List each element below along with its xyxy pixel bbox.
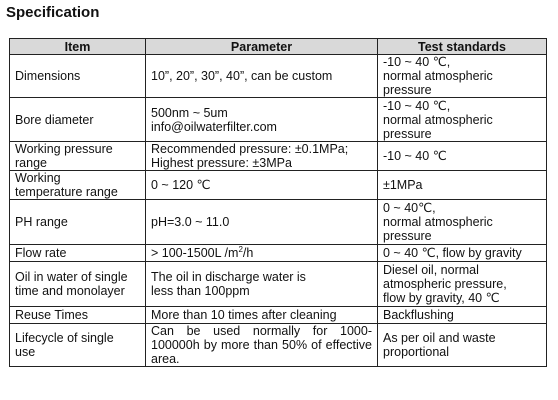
cell-item: Bore diameter	[10, 98, 146, 142]
table-row	[10, 142, 547, 171]
cell-standard: -10 ~ 40 ℃, normal atmospheric pressure	[378, 55, 547, 98]
specification-table	[9, 38, 547, 367]
cell-item: Lifecycle of single use	[10, 324, 146, 367]
cell-standard: ±1MPa	[378, 171, 547, 200]
cell-standard: 0 ~ 40℃, normal atmospheric pressure	[378, 200, 547, 245]
cell-standard: 0 ~ 40 ℃, flow by gravity	[378, 245, 547, 262]
cell-parameter	[146, 245, 378, 262]
header-test-standards: Test standards	[378, 39, 547, 55]
cell-standard: As per oil and waste proportional	[378, 324, 547, 367]
cell-item: Dimensions	[10, 55, 146, 98]
cell-parameter: More than 10 times after cleaning	[146, 307, 378, 324]
header-parameter: Parameter	[146, 39, 378, 55]
table-row	[10, 55, 547, 98]
cell-item: Working pressure range	[10, 142, 146, 171]
cell-parameter: pH=3.0 ~ 11.0	[146, 200, 378, 245]
table-row	[10, 98, 547, 142]
cell-parameter: 500nm ~ 5um info@oilwaterfilter.com	[146, 98, 378, 142]
cell-item: Working temperature range	[10, 171, 146, 200]
flow-rate-exponent: 2	[238, 244, 243, 254]
table-row	[10, 324, 547, 367]
flow-rate-unit: /h	[242, 246, 254, 260]
cell-standard: -10 ~ 40 ℃, normal atmospheric pressure	[378, 98, 547, 142]
cell-standard: Diesel oil, normal atmospheric pressure, flow by gravity, 40 ℃	[378, 262, 547, 307]
table-row	[10, 171, 547, 200]
cell-item: Reuse Times	[10, 307, 146, 324]
cell-item: PH range	[10, 200, 146, 245]
cell-standard: -10 ~ 40 ℃	[378, 142, 547, 171]
table-row	[10, 200, 547, 245]
table-row	[10, 307, 547, 324]
cell-parameter: 10”, 20”, 30”, 40”, can be custom	[146, 55, 378, 98]
cell-parameter: 0 ~ 120 ℃	[146, 171, 378, 200]
page-title: Specification	[6, 4, 100, 21]
cell-parameter: The oil in discharge water is less than 100ppm	[146, 262, 378, 307]
cell-parameter: Can be used normally for 1000-100000h by more than 50% of effective area.	[146, 324, 378, 367]
table-header-row	[10, 39, 547, 55]
table-row	[10, 262, 547, 307]
table-row	[10, 245, 547, 262]
cell-standard: Backflushing	[378, 307, 547, 324]
cell-parameter: Recommended pressure: ±0.1MPa; Highest pressure: ±3MPa	[146, 142, 378, 171]
cell-item: Oil in water of single time and monolayer	[10, 262, 146, 307]
cell-item: Flow rate	[10, 245, 146, 262]
flow-rate-value: > 100-1500L /m	[151, 246, 239, 260]
header-item: Item	[10, 39, 146, 55]
